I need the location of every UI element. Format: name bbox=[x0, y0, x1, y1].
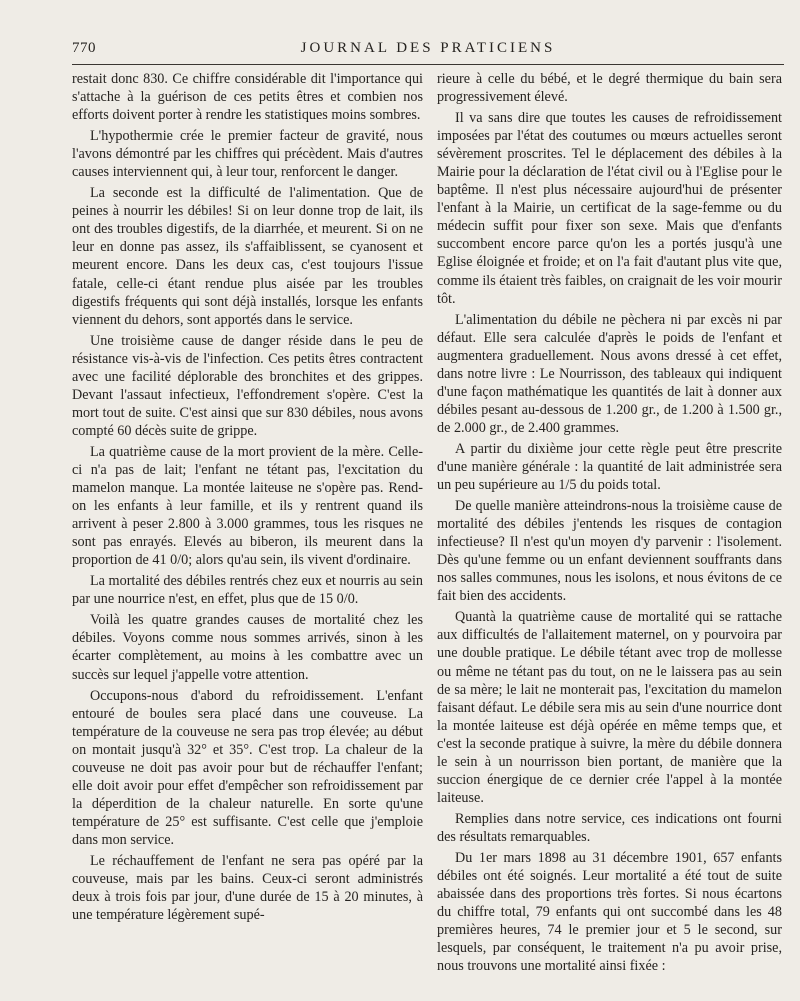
paragraph: De quelle manière atteindrons-nous la troisième cause de mortalité des débiles j'entends les risques de contagion infectieuse? Il n'est qu'un moyen d'y parvenir : l'isolement. Dès qu'une femme ou un enfant deviennent souffrants dans nos salles communes, nous les isolons, et nous évitons de ce fait bien des accidents. bbox=[437, 498, 782, 605]
paragraph: La mortalité des débiles rentrés chez eux et nourris au sein par une nourrice n'est, en effet, plus que de 15 0/0. bbox=[72, 573, 423, 608]
right-column bbox=[437, 70, 782, 975]
page-number: 770 bbox=[72, 40, 96, 56]
paragraph: Du 1er mars 1898 au 31 décembre 1901, 657 enfants débiles ont été soignés. Leur mortalité a été tout de suite abaissée dans des proportions très fortes. Si nous écartons du chiffre total, 79 enfants qui ont succombé dans les 48 premières heures, 74 le premier jour et 5 le second, sur lesquels, par conséquent, le traitement n'a pu avoir prise, nous trouvons une mortalité ainsi fixée : bbox=[437, 849, 782, 975]
paragraph: Une troisième cause de danger réside dans le peu de résistance vis-à-vis de l'infection. Ces petits êtres contractent avec une facilité déplorable des bronchites et des grippes. Devant l'assaut infectieux, l'effondrement s'opère. C'est la mort tout de suite. C'est ainsi que sur 830 débiles, nous avons compté 60 décès suite de grippe. bbox=[72, 332, 423, 439]
paragraph: Le réchauffement de l'enfant ne sera pas opéré par la couveuse, mais par les bains. Ceux-ci seront administrés deux à trois fois par jour, d'une durée de 15 à 20 minutes, à une température légèrement supé- bbox=[72, 852, 423, 924]
paragraph: L'hypothermie crée le premier facteur de gravité, nous l'avons démontré par les chiffres qui précèdent. Mais d'autres causes interviennent qui, à leur tour, renforcent le danger. bbox=[72, 128, 423, 181]
paragraph: restait donc 830. Ce chiffre considérable dit l'importance qui s'attache à la guérison de ces petits êtres et combien nos efforts doivent porter à rendre les statistiques moins sombres. bbox=[72, 71, 423, 124]
paragraph: Occupons-nous d'abord du refroidissement. L'enfant entouré de boules sera placé dans une couveuse. La température de la couveuse ne sera pas trop élevée; au début on montait jusqu'à 32° et 35°. C'est trop. La chaleur de la couveuse ne doit pas avoir pour but de réchauffer l'enfant; elle doit avoir pour effet d'empêcher son refroidissement par la déperdition de la chaleur naturelle. En sorte qu'une température de 25° est suffisante. C'est celle que j'emploie dans mon service. bbox=[72, 687, 423, 848]
paragraph: rieure à celle du bébé, et le degré thermique du bain sera progressivement élevé. bbox=[437, 71, 782, 106]
journal-title: JOURNAL DES PRATICIENS bbox=[300, 40, 556, 56]
paragraph: L'alimentation du débile ne pèchera ni par excès ni par défaut. Elle sera calculée d'après le poids de l'enfant et augmentera graduellement. Nous avons dressé à cet effet, dans notre livre : Le Nourrisson, des tableaux qui indiquent d'une façon mathématique les quantités de lait à donner aux débiles pesant au-dessous de 1.200 gr., de 1.200 à 1.500 gr., de 2.000 gr., de 2.400 grammes. bbox=[437, 311, 782, 436]
paragraph: Voilà les quatre grandes causes de mortalité chez les débiles. Voyons comme nous sommes arrivés, sinon à les écarter complètement, au moins à les combattre avec un succès sur lequel j'appelle votre attention. bbox=[72, 612, 423, 683]
paragraph: Remplies dans notre service, ces indications ont fourni des résultats remarquables. bbox=[437, 810, 782, 845]
paragraph: Quantà la quatrième cause de mortalité qui se rattache aux difficultés de l'allaitement maternel, on y pourvoira par une double pratique. Le débile tétant avec trop de mollesse ou même ne tétant pas du tout, on ne le laissera pas au sein de sa mère; le lait ne monterait pas, l'excitation du mamelon faisant défaut. Le débile sera mis au sein d'une nourrice dont la montée laiteuse est déjà opérée en même temps que, et c'est la seconde pratique à suivre, la mère du débile donnera le sein à un nourrisson bien portant, de manière que la succion énergique de ce dernier crée l'appel à la montée laiteuse. bbox=[437, 609, 782, 806]
page-header bbox=[72, 40, 784, 62]
left-column bbox=[72, 70, 423, 924]
paragraph: La seconde est la difficulté de l'alimentation. Que de peines à nourrir les débiles! Si on leur donne trop de lait, ils ont des troubles digestifs, de la diarrhée, et meurent. Si on ne leur en donne pas assez, ils s'affaiblissent, se cyanosent et meurent encore. Dans les deux cas, c'est toujours l'issue fatale, celle-ci étant rendue plus aisée par les troubles digestifs fréquents qui sont déjà installés, lorsque les enfants viennent du dehors, sont apportés dans le service. bbox=[72, 185, 423, 328]
paragraph: Il va sans dire que toutes les causes de refroidissement imposées par l'état des coutumes ou mœurs actuelles seront sévèrement proscrites. Tel le déplacement des débiles à la Mairie pour la déclaration de l'état civil ou à l'Eglise pour le baptême. Il n'est plus nécessaire aujourd'hui de présenter l'enfant à la Mairie, un certificat de la sage-femme ou du médecin suffit pour fixer son sexe. Mais que d'enfants succombent encore parce qu'on les a portés jusqu'à une Eglise éloignée et froide; et on l'a fait d'autant plus vite que, comme ils étaient très faibles, on craignait de les voir mourir tôt. bbox=[437, 110, 782, 307]
paragraph: La quatrième cause de la mort provient de la mère. Celle-ci n'a pas de lait; l'enfant ne tétant pas, l'excitation du mamelon manque. La montée laiteuse ne s'opère pas. Rend-on les enfants à leur famille, et ils y rentrent quand ils arrivent à peser 2.800 à 3.000 grammes, tous les risques ne sont pas enrayés. Elevés au biberon, ils meurent dans la proportion de 41 0/0; alors qu'au sein, ils vivent d'ordinaire. bbox=[72, 443, 423, 569]
paragraph: A partir du dixième jour cette règle peut être prescrite d'une manière générale : la quantité de lait administrée sera un peu supérieure au 1/5 du poids total. bbox=[437, 440, 782, 494]
header-rule bbox=[72, 64, 784, 65]
